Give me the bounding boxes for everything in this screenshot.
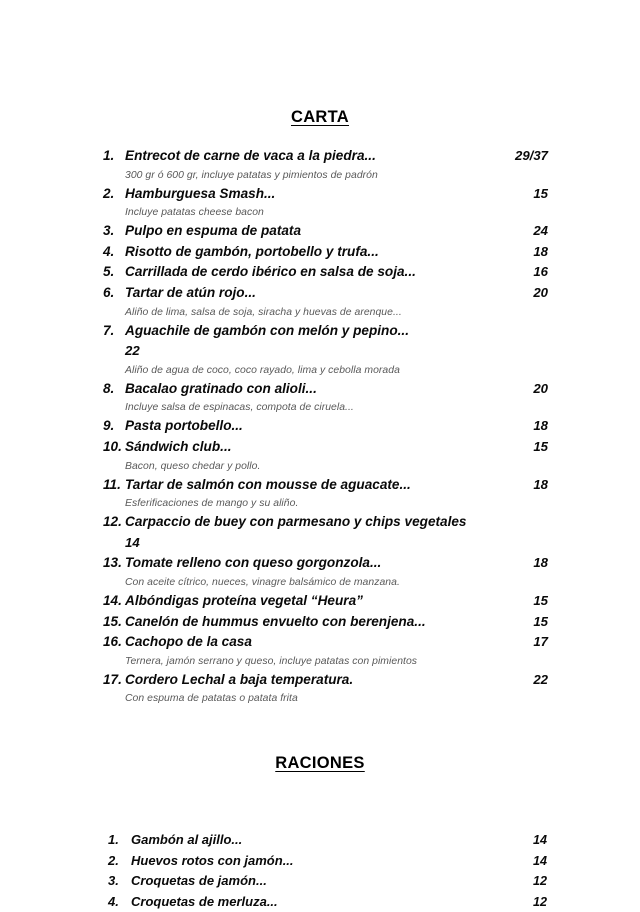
menu-item-number: 3.	[103, 223, 115, 239]
menu-item-row	[103, 591, 548, 612]
menu-item-number: 14.	[103, 592, 122, 608]
menu-item	[103, 437, 548, 475]
menu-item-row	[103, 262, 548, 283]
menu-item-price: 15	[533, 185, 548, 201]
menu-item-number: 1.	[108, 832, 119, 848]
menu-item-name: Canelón de hummus envuelto con berenjena...	[125, 613, 426, 629]
menu-item-name: Cachopo de la casa	[125, 634, 252, 650]
menu-item	[103, 670, 548, 708]
menu-item-number: 1.	[103, 148, 115, 163]
menu-item-name: Risotto de gambón, portobello y trufa...	[125, 243, 379, 259]
menu-item-number: 10.	[103, 438, 122, 454]
menu-item-description: Esferificaciones de mango y su aliño.	[125, 498, 299, 510]
menu-item-row	[103, 612, 548, 633]
menu-item	[103, 612, 548, 633]
menu-item-name: Albóndigas proteína vegetal “Heura”	[125, 592, 363, 608]
menu-item-row	[103, 475, 548, 496]
menu-item-row	[103, 146, 548, 167]
menu-item-name: Aguachile de gambón con melón y pepino...	[125, 322, 409, 338]
menu-item-price: 22	[125, 343, 140, 359]
menu-item-price: 14	[125, 534, 140, 550]
menu-item-price: 18	[533, 418, 548, 434]
menu-item-name: Carpaccio de buey con parmesano y chips vegetales	[125, 514, 467, 530]
menu-item-row	[103, 632, 548, 653]
menu-item-row	[103, 437, 548, 458]
menu-item-price: 20	[533, 284, 548, 300]
menu-item-price: 29/37	[514, 148, 548, 163]
section-heading-carta: CARTA	[290, 108, 350, 126]
menu-item-number: 2.	[108, 852, 119, 868]
menu-item-name: Entrecot de carne de vaca a la piedra...	[125, 148, 376, 163]
menu-item-row	[103, 416, 548, 437]
carta-item-list	[0, 146, 640, 707]
menu-item-row	[108, 892, 547, 912]
menu-item-number: 2.	[103, 185, 115, 201]
menu-item-name: Bacalao gratinado con alioli...	[125, 380, 317, 396]
menu-item-name: Gambón al ajillo...	[131, 832, 243, 848]
menu-item-row	[103, 321, 548, 342]
menu-item-name: Sándwich club...	[125, 438, 232, 454]
menu-item	[103, 184, 548, 222]
menu-item-number: 3.	[108, 873, 119, 889]
menu-item-description: Incluye salsa de espinacas, compota de ciruela...	[125, 402, 354, 414]
menu-item-description: Aliño de agua de coco, coco rayado, lima y cebolla morada	[125, 364, 400, 376]
menu-item-number: 7.	[103, 322, 115, 338]
menu-item	[103, 379, 548, 417]
menu-item-name: Croquetas de merluza...	[131, 893, 278, 909]
menu-item-price: 17	[533, 634, 548, 650]
section-heading-raciones: RACIONES	[275, 754, 365, 773]
menu-item-name: Carrillada de cerdo ibérico en salsa de soja...	[125, 264, 416, 280]
menu-item	[103, 221, 548, 242]
menu-item-row	[108, 851, 547, 871]
menu-item-row	[103, 283, 548, 304]
menu-item-row	[108, 871, 547, 891]
menu-item-number: 17.	[103, 671, 122, 687]
menu-item-number: 12.	[103, 514, 122, 530]
menu-item	[103, 632, 548, 670]
menu-item-description: Ternera, jamón serrano y queso, incluye patatas con pimientos	[125, 655, 418, 667]
menu-item-number: 15.	[103, 613, 122, 629]
menu-item-price: 20	[533, 380, 548, 396]
menu-item-price: 12	[532, 874, 547, 889]
menu-item-price: 15	[533, 438, 548, 454]
raciones-item-list	[0, 830, 640, 912]
menu-item-name: Pulpo en espuma de patata	[125, 223, 302, 239]
menu-item-number: 8.	[103, 380, 115, 396]
menu-item	[108, 892, 547, 912]
menu-item-row	[103, 242, 548, 263]
menu-item	[108, 871, 547, 891]
menu-item-number: 11.	[103, 476, 121, 492]
menu-item-price: 12	[532, 894, 547, 909]
menu-item	[103, 475, 548, 513]
menu-item-number: 9.	[103, 418, 115, 434]
menu-item-number: 13.	[103, 555, 122, 571]
menu-item-price: 18	[533, 476, 548, 492]
menu-item	[103, 553, 548, 591]
menu-item-description: 300 gr ó 600 gr, incluye patatas y pimientos de padrón	[125, 169, 378, 181]
menu-item-description: Con espuma de patatas o patata frita	[125, 693, 298, 705]
menu-item-number: 4.	[108, 893, 119, 909]
menu-item-price: 14	[532, 853, 547, 868]
menu-item-price: 22	[533, 671, 548, 687]
menu-item-number: 6.	[103, 284, 115, 300]
menu-item-row	[103, 221, 548, 242]
menu-item-row	[103, 512, 548, 533]
menu-item-description: Aliño de lima, salsa de soja, siracha y huevas de arenque...	[125, 306, 402, 318]
menu-item-name: Cordero Lechal a baja temperatura.	[125, 671, 354, 687]
menu-item-number: 4.	[103, 243, 115, 259]
menu-item-price: 18	[533, 243, 548, 259]
menu-item-description: Incluye patatas cheese bacon	[125, 207, 264, 219]
menu-item-price: 24	[533, 223, 548, 239]
menu-item-name: Pasta portobello...	[125, 418, 243, 434]
menu-item	[103, 262, 548, 283]
menu-item-row	[103, 184, 548, 205]
menu-item	[103, 146, 548, 184]
menu-item-price: 15	[533, 613, 548, 629]
menu-item	[103, 512, 548, 553]
menu-item	[103, 242, 548, 263]
menu-item-name: Tartar de salmón con mousse de aguacate...	[125, 476, 411, 492]
menu-item-price: 15	[533, 592, 548, 608]
menu-item-price: 18	[533, 555, 548, 571]
menu-item-name: Tomate relleno con queso gorgonzola...	[125, 555, 382, 571]
menu-item-row	[108, 830, 547, 850]
menu-item-number: 5.	[103, 264, 115, 280]
menu-item-number: 16.	[103, 634, 122, 650]
menu-item	[108, 851, 547, 871]
menu-item-price: 16	[533, 264, 548, 280]
menu-item-description: Con aceite cítrico, nueces, vinagre balsámico de manzana.	[125, 576, 400, 588]
menu-item	[103, 591, 548, 612]
menu-item	[108, 830, 547, 850]
menu-item-row	[103, 670, 548, 691]
menu-item-name: Huevos rotos con jamón...	[131, 852, 294, 868]
menu-item-row	[103, 553, 548, 574]
menu-item	[103, 283, 548, 321]
menu-item-name: Hamburguesa Smash...	[125, 185, 276, 201]
menu-item-row	[103, 379, 548, 400]
menu-item-name: Croquetas de jamón...	[131, 873, 267, 889]
menu-item-description: Bacon, queso chedar y pollo.	[125, 460, 261, 472]
menu-item-name: Tartar de atún rojo...	[125, 284, 256, 300]
menu-item	[103, 416, 548, 437]
menu-item	[103, 321, 548, 379]
menu-item-price: 14	[532, 833, 547, 848]
